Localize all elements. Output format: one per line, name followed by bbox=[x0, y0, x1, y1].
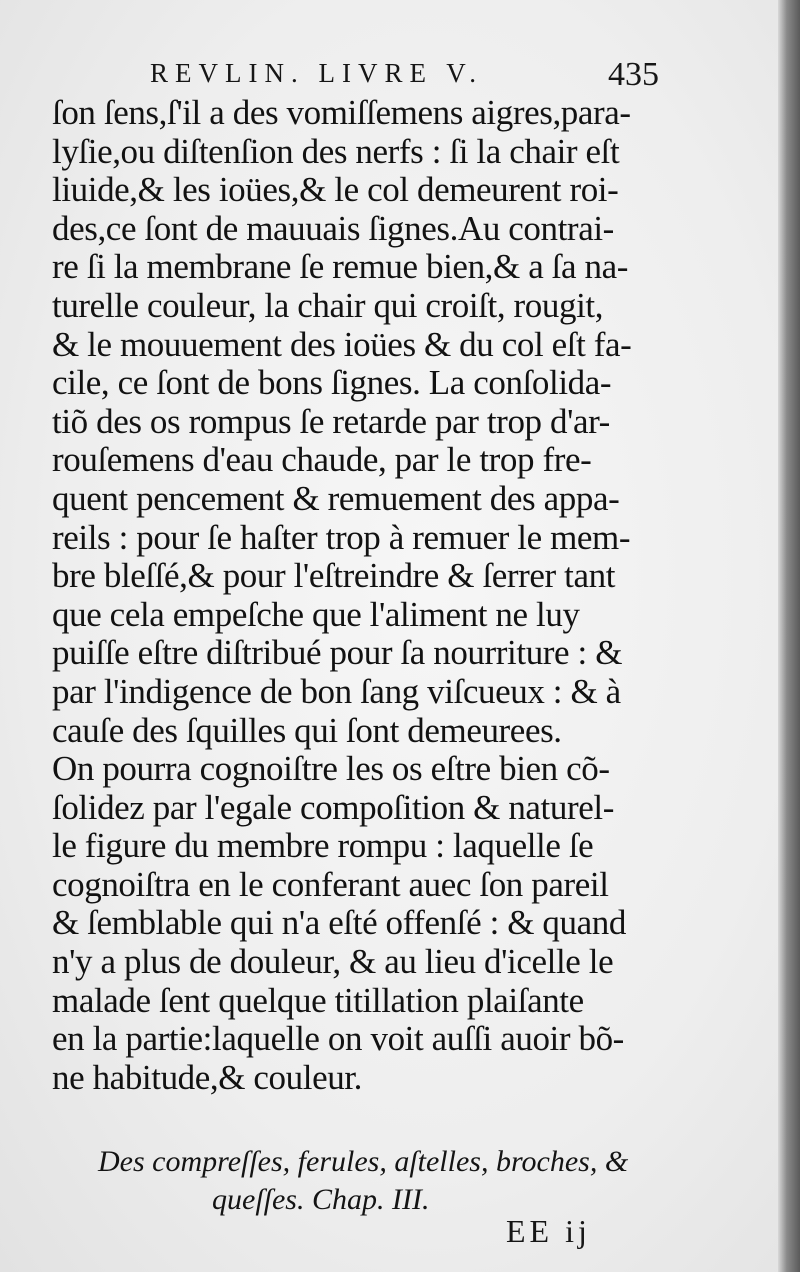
running-head: REVLIN. LIVRE V. bbox=[150, 58, 483, 88]
page-number: 435 bbox=[608, 56, 659, 93]
text-line: ne habitude,& couleur. bbox=[52, 1057, 362, 1097]
text-line: puiſſe eſtre diſtribué pour ſa nourriture : & bbox=[52, 633, 623, 673]
text-line: le figure du membre rompu : laquelle ſe bbox=[52, 826, 594, 866]
text-line: ſolidez par l'egale compoſition & naturel- bbox=[52, 787, 614, 827]
text-line: bre bleſſé,& pour l'eſtreindre & ſerrer tant bbox=[52, 556, 616, 596]
text-line: rouſemens d'eau chaude, par le trop fre- bbox=[52, 440, 592, 480]
body-text bbox=[52, 94, 692, 1097]
text-line: & le mouuement des ioües & du col eſt fa- bbox=[52, 324, 632, 364]
text-line: ſon ſens,ſ'il a des vomiſſemens aigres,para- bbox=[52, 93, 631, 132]
text-line: quent pencement & remuement des appa- bbox=[52, 478, 620, 518]
chapter-heading-line: Des compreſſes, ferules, aſtelles, broches, & bbox=[98, 1145, 629, 1178]
text-line: n'y a plus de douleur, & au lieu d'icelle le bbox=[52, 942, 614, 982]
text-line: cognoiſtra en le conferant auec ſon pareil bbox=[52, 864, 609, 904]
text-line: turelle couleur, la chair qui croiſt, rougit, bbox=[52, 285, 604, 325]
text-line: & ſemblable qui n'a eſté offenſé : & quand bbox=[52, 903, 626, 943]
text-line: des,ce ſont de mauuais ſignes.Au contrai- bbox=[52, 208, 614, 248]
text-line: que cela empeſche que l'aliment ne luy bbox=[52, 594, 580, 634]
page-header bbox=[0, 56, 778, 96]
text-line: en la partie:laquelle on voit auſſi auoir bõ- bbox=[52, 1019, 624, 1059]
text-line: par l'indigence de bon ſang viſcueux : & à bbox=[52, 671, 621, 711]
text-line: re ſi la membrane ſe remue bien,& a ſa na- bbox=[52, 247, 628, 287]
text-line: malade ſent quelque titillation plaiſante bbox=[52, 980, 584, 1020]
chapter-heading-line: queſſes. Chap. III. bbox=[212, 1183, 430, 1216]
text-line: tiõ des os rompus ſe retarde par trop d'ar- bbox=[52, 401, 610, 441]
text-line: lyſie,ou diſtenſion des nerfs : ſi la chair eſt bbox=[52, 131, 620, 171]
text-line: reils : pour ſe haſter trop à remuer le mem- bbox=[52, 517, 631, 557]
text-line: On pourra cognoiſtre les os eſtre bien cõ- bbox=[52, 749, 610, 789]
page-edge-shadow bbox=[778, 0, 800, 1272]
text-line: cauſe des ſquilles qui ſont demeurees. bbox=[52, 710, 562, 750]
text-line: liuide,& les ioües,& le col demeurent roi- bbox=[52, 170, 619, 210]
signature-mark: EE ij bbox=[506, 1213, 591, 1249]
text-line: cile, ce ſont de bons ſignes. La conſolida- bbox=[52, 363, 612, 403]
